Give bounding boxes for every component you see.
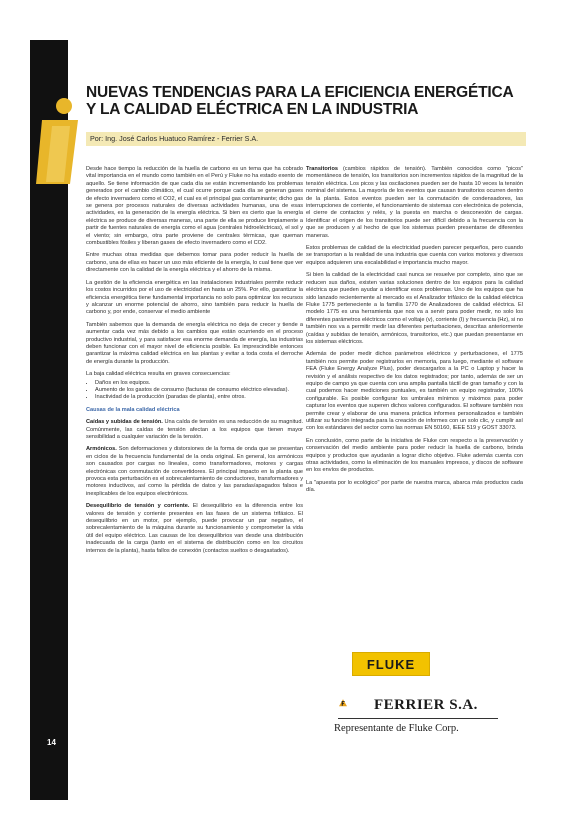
list-item: • Inactividad de la producción (paradas de planta), entre otros. [95, 394, 303, 401]
paragraph: La baja calidad eléctrica resulta en graves consecuencias: [86, 371, 231, 378]
cause-heading: Armónicos. [86, 446, 117, 453]
list-item: • Daños en los equipos. [95, 380, 303, 387]
paragraph: La gestión de la eficiencia energética en las instalaciones industriales permite reducir los costos incurridos por el uso de electricidad en hasta un 25%. Por ello, garantizar la eficiencia energética tiene fundamental importancia no solo para optimizar los recursos y alcanzar un enorme potencial de ahorro, sino también para reducir la huella de carbono y, por ende, conservar el medio ambiente [86, 279, 303, 316]
fluke-logo: FLUKE [352, 652, 430, 676]
section-subtitle: Causas de la mala calidad eléctrica [86, 406, 180, 413]
author-byline: Por: Ing. José Carlos Huatuco Ramírez - Ferrier S.A. [86, 132, 526, 146]
cause-text: (cambios rápidos de tensión). También conocidos como "picos" momentáneos de tensión, los transitorios son incrementos rápidos de la magnitud de la tensión eléctrica. Los picos y las oscilaciones pueden ser de hasta 10 veces la tensión nominal del sistema. La mayoría de los eventos que causan transitorios ocurren dentro de la planta. Estos eventos pueden ser la conmutación de condensadores, las interrupciones de corriente, el funcionamiento de sistemas con electrónica de potencia, el cierre de contactos y relés, y la puesta en marcha o desconexión de cargas. Identificar el origen de los transitorios puede ser difícil debido a la frecuencia con la que se producen y al hecho de que los sistemas pueden presentarse de diferentes maneras. [306, 166, 523, 239]
paragraph [306, 166, 523, 240]
paragraph [86, 503, 303, 555]
list-item: • Aumento de los gastos de consumo (facturas de consumo eléctrico elevadas). [95, 387, 303, 394]
left-column [86, 166, 303, 560]
paragraph [86, 446, 303, 498]
cause-text: Una caída de tensión es una reducción de su magnitud. Comúnmente, las caídas de tensión afectan a los equipos que tienen mayor sensibilidad a cualquier variación de la tensión. [86, 419, 304, 440]
paragraph [86, 419, 303, 441]
paragraph: Si bien la calidad de la electricidad casi nunca se resuelve por completo, sino que se reducen sus daños, existen varias soluciones dentro de los equipos para la calidad eléctrica que pueden ayudar a identificar esos problemas. Uno de los equipos que ha sido lanzado recientemente al mercado es el Analizador trifásico de la calidad eléctrica Fluke 1775 perteneciente a la familia 1770 de Analizadores de calidad eléctrica. El modelo 1775 es una herramienta que nos va a servir para poder medir, no solo los diferentes parámetros eléctricos como el voltaje (v), corriente (I) y frecuencia (Hz), si no también nos va a permitir medir las diferentes perturbaciones, descritas anteriormente (caídas y subidas de tensión, armónicos, transitorios, etc.) que puedan presentarse en los sistemas eléctricos. [306, 272, 523, 345]
cause-text: El desequilibrio es la diferencia entre los valores de tensión y corriente presentes en las fases de un sistema trifásico. El desequilibrio en un motor, por ejemplo, puede provocar un par negativo, el sobrecalentamiento de la máquina durante su funcionamiento y comprometer la vida útil del equipo eléctrico. Las causas de los desequilibrios van desde una distribución inadecuada de la carga (tanto en el sistema de distribución como en los circuitos internos de la planta), hasta fallos de conexión (contactos sueltos o desgastados). [86, 503, 303, 554]
cause-heading: Caídas y subidas de tensión. [86, 419, 163, 426]
ferrier-company-name: FERRIER S.A. [374, 697, 478, 713]
paragraph: En conclusión, como parte de la iniciativa de Fluke con respecto a la preservación y conservación del medio ambiente para poder reducir la huella de carbono, brinda equipos y productos que ayudarán a lograr dicho objetivo. Fluke además cuenta con otras actividades, como la eliminación de los manuales impresos, y discos de software en los envíos de productos. [306, 437, 523, 474]
ferrier-divider [338, 718, 498, 719]
consequences-list [86, 380, 303, 402]
paragraph: Entre muchas otras medidas que debemos tomar para poder reducir la huella de carbono, una de ellas es hacer un uso más eficiente de la energía, lo cual tiene que ver directamente con la calidad de la energía eléctrica y el ahorro de la misma. [86, 252, 303, 274]
info-letter-i-icon [30, 96, 90, 188]
ferrier-f-logo-icon [338, 689, 378, 721]
paragraph: Además de poder medir dichos parámetros eléctricos y perturbaciones, el 1775 también nos permite poder registrarlos en memoria, para luego, mediante el software FEA (Fluke Energy Analyze Plus), poder descargarlos a la PC o Laptop y hacer la revisión y el análisis respectivo de los datos registrados; por tanto, además de ser un equipo de campo ya que cuenta con una amplia pantalla táctil de gran tamaño y con la cual podemos hacer mediciones puntuales, es también un equipo registrador, 100% configurable. Es posible configurar los umbrales mínimos y máximos para poder capturar los eventos que superen dichos valores configurados. El software también nos permite crear y elaborar de una manera práctica informes personalizados e también utilizar su función integrada para la creación de informes con un solo clic, y cumplir así con los estándares del sector como las normas EN 50160, IEEE 519 y GOST 33073. [306, 351, 523, 432]
paragraph: Estos problemas de calidad de la electricidad pueden parecer pequeños, pero cuando se transportan a la realidad de una industria que cuenta con varios motores y diversos equipos adquieren una escalabilidad e importancia mucho mayor. [306, 245, 523, 266]
cause-heading: Desequilibrio de tensión y corriente. [86, 503, 190, 510]
ferrier-tagline: Representante de Fluke Corp. [334, 723, 459, 734]
paragraph: La "apuesta por lo ecológico" por parte de nuestra marca, abarca más productos cada día. [306, 479, 523, 494]
cause-text: Son deformaciones y distorsiones de la forma de onda que se presentan en ciclos de la frecuencia fundamental de la onda original. En general, los armónicos son causados por cargas no lineales, como transformadores, motores y cargas electrónicas con conmutación de convertidores. El principal impacto en la planta que provoca esta perturbación es el sobrecalentamiento de conductores, transformadores y motores inductivos, así como la pérdida de datos y las paradas/apagados falsos e inexplicables de los equipos electrónicos. [86, 446, 303, 497]
paragraph: Desde hace tiempo la reducción de la huella de carbono es un tema que ha cobrado vital importancia en el mundo como también en el Perú y Fluke no ha estado exento de aquello. Se tiene información de que cada día se están incrementando los problemas generados por el cambio climático, el cual ocurre porque cada día se generan gases de efecto invernadero como el CO2, el cual es el principal gas contaminante; dicho gas se genera por procesos naturales de diversas actividades humanas, una de esas actividades, es la generación de la energía eléctrica. Si bien es cierto que la energía eléctrica se produce de diversas maneras, una parte de ella se produce limpiamente a partir de fuentes naturales de energía como el agua (centrales hidroeléctricas), el sol y el viento; sin embargo, otra parte proviene de centrales térmicas, que queman combustibles fósiles y liberan gases de efecto invernadero como el CO2. [86, 166, 303, 247]
paragraph: También sabemos que la demanda de energía eléctrica no deja de crecer y tiende a aumentar cada vez más debido a los cambios que están ocurriendo en el proceso productivo industrial, y para satisfacer esa enorme demanda de energía, las industrias deben funcionar con el mayor nivel de eficiencia posible. Es imprescindible entonces garantizar la máxima calidad eléctrica en las plantas y evitar a toda costa el derroche de energía durante la producción. [86, 321, 303, 365]
article-title: NUEVAS TENDENCIAS PARA LA EFICIENCIA ENERGÉTICA Y LA CALIDAD ELÉCTRICA EN LA INDUSTRIA [86, 84, 513, 118]
cause-heading: Transitorios [306, 166, 339, 172]
page-number: 14 [47, 738, 56, 747]
right-column [306, 166, 523, 500]
